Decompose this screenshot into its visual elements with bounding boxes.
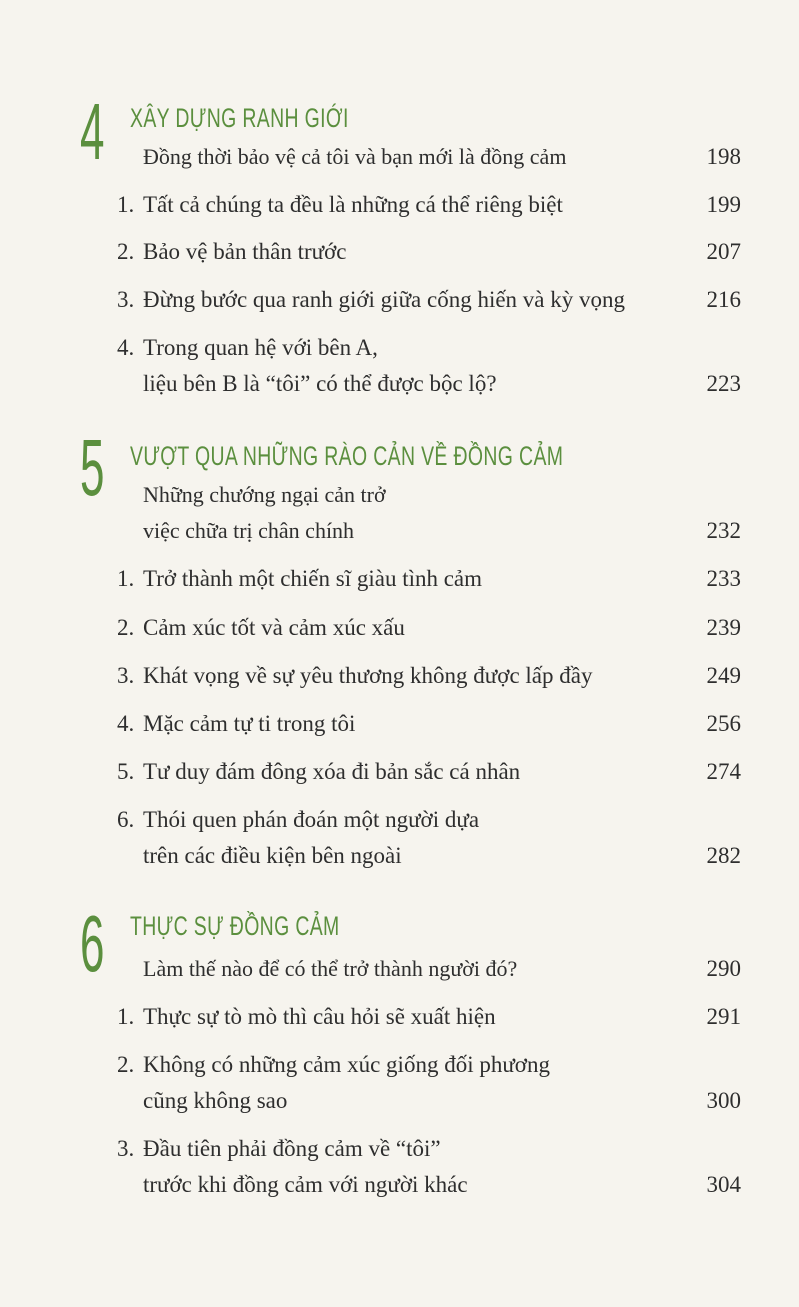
entry-page-number: 223	[706, 371, 741, 396]
entry-title-continued: cũng không sao	[143, 1088, 288, 1113]
chapter-subtitle-continued: việc chữa trị chân chính	[143, 518, 355, 543]
entry-index: 3.	[117, 1136, 135, 1161]
entry-title: Tất cả chúng ta đều là những cá thể riêng biệt	[143, 192, 563, 217]
toc-entry	[117, 1134, 441, 1164]
entry-title: Thực sự tò mò thì câu hỏi sẽ xuất hiện	[143, 1004, 496, 1029]
entry-title: Thói quen phán đoán một người dựa	[143, 807, 480, 832]
entry-page-number: 274	[706, 759, 741, 784]
toc-entry	[117, 613, 405, 643]
entry-title: Tư duy đám đông xóa đi bản sắc cá nhân	[143, 759, 521, 784]
chapter-title: XÂY DỰNG RANH GIỚI	[130, 103, 349, 133]
entry-page-number: 282	[706, 843, 741, 868]
entry-index: 1.	[117, 192, 135, 217]
toc-entry	[117, 190, 563, 220]
toc-entry	[117, 564, 482, 594]
entry-index: 2.	[117, 1052, 135, 1077]
entry-page-number: 249	[706, 663, 741, 688]
entry-page-number: 300	[706, 1088, 741, 1113]
entry-title: Mặc cảm tự ti trong tôi	[143, 711, 356, 736]
entry-page-number: 199	[706, 192, 741, 217]
chapter-page-number: 232	[706, 518, 741, 543]
toc-entry	[117, 805, 479, 835]
entry-title: Cảm xúc tốt và cảm xúc xấu	[143, 615, 405, 640]
entry-index: 2.	[117, 615, 135, 640]
entry-index: 4.	[117, 335, 135, 360]
chapter-subtitle: Những chướng ngại cản trở	[143, 482, 386, 507]
entry-title-continued: trên các điều kiện bên ngoài	[143, 843, 402, 868]
entry-page-number: 233	[706, 566, 741, 591]
entry-title: Không có những cảm xúc giống đối phương	[143, 1052, 550, 1077]
entry-title-continued: trước khi đồng cảm với người khác	[143, 1172, 468, 1197]
toc-entry	[117, 1002, 496, 1032]
entry-index: 3.	[117, 663, 135, 688]
entry-page-number: 256	[706, 711, 741, 736]
entry-title: Trong quan hệ với bên A,	[143, 335, 378, 360]
chapter-number: 4	[80, 87, 105, 176]
toc-entry	[117, 285, 625, 315]
entry-page-number: 207	[706, 239, 741, 264]
entry-index: 3.	[117, 287, 135, 312]
chapter-number: 6	[80, 899, 105, 988]
chapter-page-number: 290	[706, 956, 741, 981]
toc-entry	[117, 237, 346, 267]
toc-entry	[117, 661, 592, 691]
entry-title: Bảo vệ bản thân trước	[143, 239, 347, 264]
entry-index: 5.	[117, 759, 135, 784]
toc-entry	[117, 333, 378, 363]
toc-entry	[117, 757, 520, 787]
entry-title: Đừng bước qua ranh giới giữa cống hiến và kỳ vọng	[143, 287, 626, 312]
entry-title-continued: liệu bên B là “tôi” có thể được bộc lộ?	[143, 371, 497, 396]
entry-page-number: 239	[706, 615, 741, 640]
toc-entry	[117, 1050, 550, 1080]
entry-index: 2.	[117, 239, 135, 264]
chapter-subtitle: Đồng thời bảo vệ cả tôi và bạn mới là đồng cảm	[143, 144, 567, 169]
toc-entry	[117, 709, 355, 739]
entry-index: 1.	[117, 1004, 135, 1029]
chapter-subtitle: Làm thế nào để có thể trở thành người đó?	[143, 956, 518, 981]
entry-page-number: 304	[706, 1172, 741, 1197]
chapter-number: 5	[80, 423, 105, 512]
entry-page-number: 216	[706, 287, 741, 312]
chapter-page-number: 198	[706, 144, 741, 169]
entry-title: Trở thành một chiến sĩ giàu tình cảm	[143, 566, 483, 591]
entry-index: 4.	[117, 711, 135, 736]
entry-index: 1.	[117, 566, 135, 591]
chapter-title: VƯỢT QUA NHỮNG RÀO CẢN VỀ ĐỒNG CẢM	[130, 441, 564, 471]
entry-page-number: 291	[706, 1004, 741, 1029]
entry-title: Khát vọng về sự yêu thương không được lấp đầy	[143, 663, 593, 688]
chapter-title: THỰC SỰ ĐỒNG CẢM	[130, 911, 340, 941]
entry-title: Đầu tiên phải đồng cảm về “tôi”	[143, 1136, 441, 1161]
entry-index: 6.	[117, 807, 135, 832]
